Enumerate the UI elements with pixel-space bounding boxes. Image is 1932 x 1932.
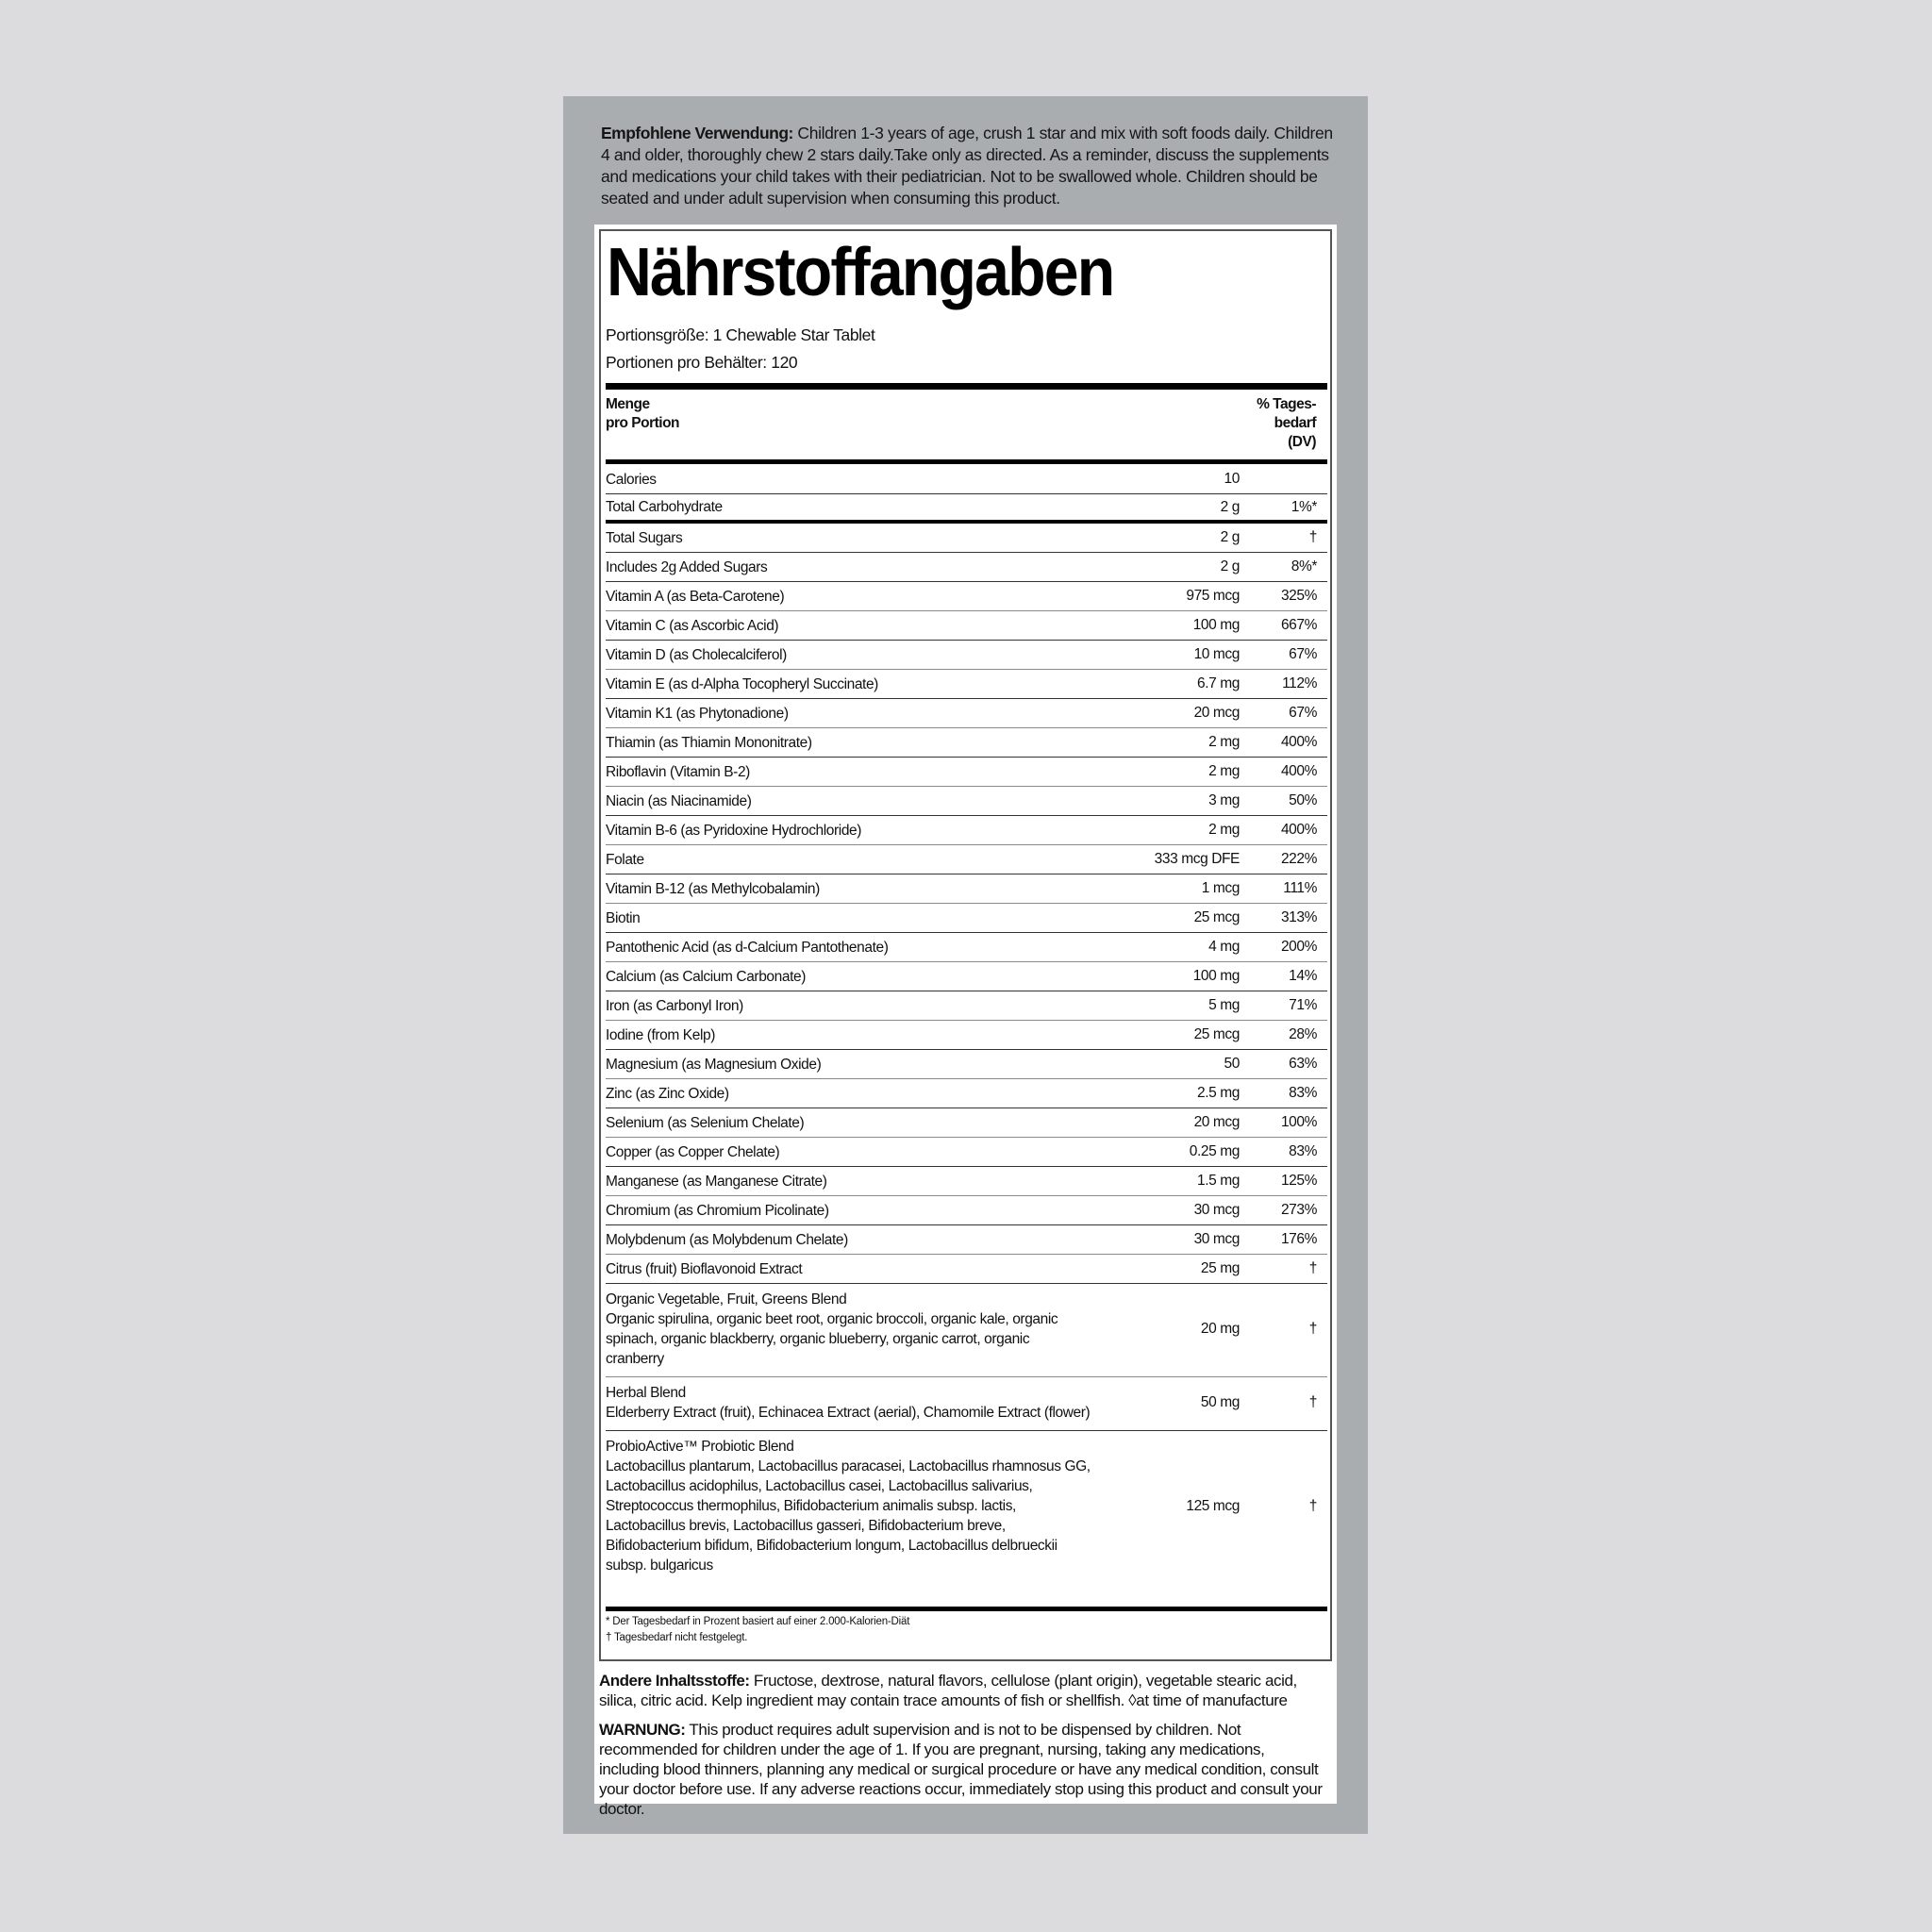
nutrient-name-cell	[606, 1199, 1098, 1223]
nutrient-name-cell	[606, 1228, 1098, 1252]
nutrient-name: Citrus (fruit) Bioflavonoid Extract	[606, 1260, 803, 1277]
header-menge: Menge	[606, 396, 650, 412]
nutrient-amount: 2 g	[1220, 529, 1240, 545]
nutrient-name: Biotin	[606, 909, 641, 926]
suggested-use-label: Empfohlene Verwendung:	[601, 124, 793, 142]
nutrient-name-cell	[606, 1024, 1098, 1047]
nutrient-amount: 333 mcg DFE	[1154, 851, 1240, 867]
nutrient-amount: 25 mg	[1200, 1260, 1240, 1276]
nutrient-daily-value: 100%	[1280, 1114, 1317, 1130]
nutrient-daily-value: †	[1308, 529, 1317, 545]
nutrient-name-cell	[606, 994, 1098, 1018]
nutrient-daily-value: 50%	[1289, 792, 1317, 808]
nutrient-name: Vitamin C (as Ascorbic Acid)	[606, 617, 779, 634]
nutrient-name-cell	[606, 1170, 1098, 1193]
header-pro-portion: pro Portion	[606, 415, 680, 431]
nutrient-name-cell	[606, 1381, 1098, 1424]
nutrient-ingredients: Elderberry Extract (fruit), Echinacea Extract (aerial), Chamomile Extract (flower)	[606, 1405, 1091, 1421]
nutrient-row	[606, 1284, 1327, 1377]
nutrient-daily-value: 125%	[1280, 1173, 1317, 1189]
warning-label: WARNUNG:	[599, 1721, 686, 1739]
nutrient-name-cell	[606, 702, 1098, 725]
warning-text: This product requires adult supervision and is not to be dispensed by children. Not recommended for children under the age of 1. If you are pregnant, nursing, taking any medications, including blood thinners, planning any medical or surgical procedure or have any medical condition, consult your doctor before use. If any adverse reactions occur, immediately stop using this product and consult your doctor.	[599, 1721, 1323, 1818]
nutrient-daily-value: 325%	[1280, 588, 1317, 604]
nutrient-name-cell	[606, 556, 1098, 579]
nutrient-row	[606, 494, 1327, 524]
nutrient-name: Calories	[606, 471, 657, 488]
nutrient-name-cell	[606, 731, 1098, 755]
nutrient-row	[606, 1167, 1327, 1196]
nutrient-name-cell	[606, 614, 1098, 638]
nutrient-row	[606, 991, 1327, 1021]
nutrient-daily-value: 14%	[1289, 968, 1317, 984]
nutrient-amount: 25 mcg	[1193, 909, 1240, 925]
nutrient-name: ProbioActive™ Probiotic Blend	[606, 1439, 794, 1455]
nutrient-name: Iodine (from Kelp)	[606, 1026, 715, 1043]
nutrient-name: Riboflavin (Vitamin B-2)	[606, 763, 750, 780]
nutrient-daily-value: 1%*	[1291, 498, 1317, 515]
nutrient-name: Vitamin B-12 (as Methylcobalamin)	[606, 880, 820, 897]
nutrient-daily-value: 400%	[1280, 734, 1317, 750]
nutrient-row	[606, 699, 1327, 728]
serving-size: Portionsgröße: 1 Chewable Star Tablet	[606, 325, 875, 344]
nutrient-daily-value: †	[1308, 1497, 1317, 1514]
nutrient-row	[606, 816, 1327, 845]
other-ingredients-label: Andere Inhaltsstoffe:	[599, 1672, 750, 1690]
nutrient-row	[606, 787, 1327, 816]
nutrient-daily-value: 83%	[1289, 1143, 1317, 1159]
nutrient-name: Folate	[606, 851, 644, 868]
nutrient-amount: 2 mg	[1208, 734, 1240, 750]
nutrient-table	[606, 465, 1327, 1583]
nutrient-amount: 20 mg	[1200, 1321, 1240, 1337]
header-tages: % Tages-	[1257, 396, 1316, 412]
nutrient-name: Total Carbohydrate	[606, 499, 723, 515]
nutrient-daily-value: 8%*	[1291, 558, 1317, 575]
nutrient-row	[606, 728, 1327, 758]
nutrient-name: Selenium (as Selenium Chelate)	[606, 1114, 805, 1131]
nutrient-row	[606, 641, 1327, 670]
nutrient-daily-value: 222%	[1280, 851, 1317, 867]
nutrient-row	[606, 465, 1327, 494]
nutrient-row	[606, 933, 1327, 962]
nutrient-daily-value: 400%	[1280, 822, 1317, 838]
nutrient-row	[606, 874, 1327, 904]
thick-divider	[606, 383, 1327, 390]
nutrient-amount: 10 mcg	[1193, 646, 1240, 662]
nutrient-amount: 2 g	[1220, 498, 1240, 515]
nutrient-name-cell	[606, 907, 1098, 930]
nutrient-name: Niacin (as Niacinamide)	[606, 792, 752, 809]
nutrient-name-cell	[606, 468, 1098, 491]
nutrient-amount: 30 mcg	[1193, 1231, 1240, 1247]
nutrient-daily-value: 112%	[1282, 675, 1317, 691]
nutrient-amount: 50	[1224, 1056, 1240, 1072]
facts-title: Nährstoffangaben	[607, 235, 1114, 310]
nutrient-row	[606, 1079, 1327, 1108]
nutrient-name: Molybdenum (as Molybdenum Chelate)	[606, 1231, 848, 1248]
nutrient-name: Includes 2g Added Sugars	[606, 558, 768, 575]
nutrient-name: Pantothenic Acid (as d-Calcium Pantothenate)	[606, 939, 889, 956]
nutrient-name-cell	[606, 936, 1098, 959]
nutrient-amount: 2.5 mg	[1197, 1085, 1240, 1101]
nutrition-facts-box	[599, 229, 1332, 1661]
nutrient-name-cell	[606, 673, 1098, 696]
header-divider	[606, 459, 1327, 464]
nutrient-name-cell	[606, 495, 1098, 519]
nutrient-name: Vitamin D (as Cholecalciferol)	[606, 646, 787, 663]
nutrient-row	[606, 1225, 1327, 1255]
nutrient-name-cell	[606, 1435, 1098, 1577]
nutrient-amount: 2 mg	[1208, 763, 1240, 779]
nutrient-daily-value: 273%	[1280, 1202, 1317, 1218]
nutrient-row	[606, 1021, 1327, 1050]
nutrient-name-cell	[606, 1053, 1098, 1076]
nutrient-daily-value: †	[1308, 1321, 1317, 1337]
nutrient-row	[606, 1255, 1327, 1284]
nutrient-name: Manganese (as Manganese Citrate)	[606, 1173, 827, 1190]
nutrient-name-cell	[606, 819, 1098, 842]
nutrient-name: Vitamin E (as d-Alpha Tocopheryl Succinate)	[606, 675, 878, 692]
nutrient-name: Zinc (as Zinc Oxide)	[606, 1085, 729, 1102]
nutrient-name: Chromium (as Chromium Picolinate)	[606, 1202, 829, 1219]
nutrient-daily-value: 667%	[1280, 617, 1317, 633]
nutrient-amount: 975 mcg	[1186, 588, 1240, 604]
nutrient-row	[606, 670, 1327, 699]
nutrient-amount: 50 mg	[1200, 1394, 1240, 1410]
nutrient-amount: 4 mg	[1208, 939, 1240, 955]
nutrient-name-cell	[606, 1082, 1098, 1106]
nutrient-name-cell	[606, 790, 1098, 813]
nutrient-name: Total Sugars	[606, 529, 683, 546]
warning	[599, 1720, 1327, 1819]
nutrient-name-cell	[606, 848, 1098, 872]
nutrient-daily-value: 83%	[1289, 1085, 1317, 1101]
nutrient-row	[606, 962, 1327, 991]
nutrient-name-cell	[606, 643, 1098, 667]
footnote-dagger: † Tagesbedarf nicht festgelegt.	[606, 1632, 748, 1643]
nutrient-amount: 20 mcg	[1193, 1114, 1240, 1130]
nutrient-row	[606, 582, 1327, 611]
nutrient-name-cell	[606, 1111, 1098, 1135]
nutrient-daily-value: 200%	[1280, 939, 1317, 955]
other-ingredients-text: Fructose, dextrose, natural flavors, cellulose (plant origin), vegetable stearic acid, silica, citric acid. Kelp ingredient may contain trace amounts of fish or shellfish. ◊at time of manufacture	[599, 1672, 1297, 1709]
nutrient-row	[606, 904, 1327, 933]
nutrient-row	[606, 524, 1327, 553]
amount-per-serving-header	[606, 395, 679, 433]
nutrient-name-cell	[606, 526, 1098, 550]
nutrient-amount: 1 mcg	[1201, 880, 1240, 896]
nutrient-name: Vitamin A (as Beta-Carotene)	[606, 588, 785, 605]
suggested-use-text: Children 1-3 years of age, crush 1 star and mix with soft foods daily. Children 4 and older, thoroughly chew 2 stars daily.Take only as directed. As a reminder, discuss the supplements and medications your child takes with their pediatrician. Not to be swallowed whole. Children should be seated and under adult supervision when consuming this product.	[601, 124, 1333, 208]
daily-value-header	[1257, 395, 1316, 452]
nutrient-name-cell	[606, 1288, 1098, 1371]
header-dv: (DV)	[1288, 434, 1316, 450]
footnote-dv: * Der Tagesbedarf in Prozent basiert auf einer 2.000-Kalorien-Diät	[606, 1616, 910, 1627]
footnote-divider	[606, 1607, 1327, 1611]
nutrient-row	[606, 1108, 1327, 1138]
nutrient-name: Magnesium (as Magnesium Oxide)	[606, 1056, 822, 1073]
nutrient-name: Iron (as Carbonyl Iron)	[606, 997, 743, 1014]
nutrient-amount: 25 mcg	[1193, 1026, 1240, 1042]
nutrient-ingredients: Lactobacillus plantarum, Lactobacillus paracasei, Lactobacillus rhamnosus GG, Lactobacillus acidophilus, Lactobacillus casei, Lactobacillus salivarius, Streptococcus thermophilus, Bifidobacterium animalis subsp. lactis, Lactobacillus brevis, Lactobacillus gasseri, Bifidobacterium breve, Bifidobacterium bifidum, Bifidobacterium longum, Lactobacillus delbrueckii subsp. bulgaricus	[606, 1458, 1091, 1574]
nutrient-row	[606, 845, 1327, 874]
nutrient-amount: 100 mg	[1192, 968, 1240, 984]
nutrient-row	[606, 1050, 1327, 1079]
nutrient-amount: 30 mcg	[1193, 1202, 1240, 1218]
nutrient-daily-value: 63%	[1289, 1056, 1317, 1072]
nutrient-amount: 3 mg	[1208, 792, 1240, 808]
nutrient-amount: 0.25 mg	[1189, 1143, 1240, 1159]
nutrient-daily-value: 176%	[1280, 1231, 1317, 1247]
nutrient-row	[606, 758, 1327, 787]
nutrient-name: Copper (as Copper Chelate)	[606, 1143, 780, 1160]
nutrient-name: Vitamin B-6 (as Pyridoxine Hydrochloride)	[606, 822, 862, 839]
nutrient-name: Organic Vegetable, Fruit, Greens Blend	[606, 1291, 847, 1307]
nutrient-ingredients: Organic spirulina, organic beet root, organic broccoli, organic kale, organic spinach, organic blackberry, organic blueberry, organic carrot, organic cranberry	[606, 1311, 1058, 1367]
nutrient-row	[606, 1138, 1327, 1167]
nutrient-amount: 6.7 mg	[1197, 675, 1240, 691]
nutrient-daily-value: 71%	[1289, 997, 1317, 1013]
nutrient-daily-value: †	[1308, 1260, 1317, 1276]
nutrient-name-cell	[606, 965, 1098, 989]
nutrient-name: Thiamin (as Thiamin Mononitrate)	[606, 734, 812, 751]
header-bedarf: bedarf	[1274, 415, 1316, 431]
nutrient-name: Calcium (as Calcium Carbonate)	[606, 968, 806, 985]
other-ingredients	[599, 1671, 1327, 1710]
nutrient-name-cell	[606, 1257, 1098, 1281]
servings-per-container: Portionen pro Behälter: 120	[606, 353, 798, 372]
nutrient-amount: 5 mg	[1208, 997, 1240, 1013]
nutrient-name-cell	[606, 877, 1098, 901]
nutrient-row	[606, 1196, 1327, 1225]
nutrient-amount: 125 mcg	[1186, 1497, 1240, 1514]
nutrient-amount: 100 mg	[1192, 617, 1240, 633]
nutrient-row	[606, 1431, 1327, 1583]
nutrient-name: Vitamin K1 (as Phytonadione)	[606, 705, 789, 722]
nutrient-daily-value: 400%	[1280, 763, 1317, 779]
nutrient-row	[606, 611, 1327, 641]
nutrient-amount: 20 mcg	[1193, 705, 1240, 721]
nutrient-row	[606, 553, 1327, 582]
nutrient-name: Herbal Blend	[606, 1385, 686, 1401]
nutrient-daily-value: 67%	[1289, 705, 1317, 721]
nutrient-row	[606, 1377, 1327, 1431]
nutrient-name-cell	[606, 760, 1098, 784]
suggested-use	[601, 123, 1337, 209]
nutrient-daily-value: 313%	[1280, 909, 1317, 925]
nutrient-amount: 2 mg	[1208, 822, 1240, 838]
nutrient-daily-value: †	[1308, 1394, 1317, 1410]
nutrient-amount: 2 g	[1220, 558, 1240, 575]
nutrient-amount: 1.5 mg	[1197, 1173, 1240, 1189]
nutrient-daily-value: 28%	[1289, 1026, 1317, 1042]
nutrient-amount: 10	[1224, 471, 1240, 487]
nutrient-name-cell	[606, 1141, 1098, 1164]
nutrient-daily-value: 111%	[1283, 880, 1317, 896]
nutrient-name-cell	[606, 585, 1098, 608]
nutrient-daily-value: 67%	[1289, 646, 1317, 662]
